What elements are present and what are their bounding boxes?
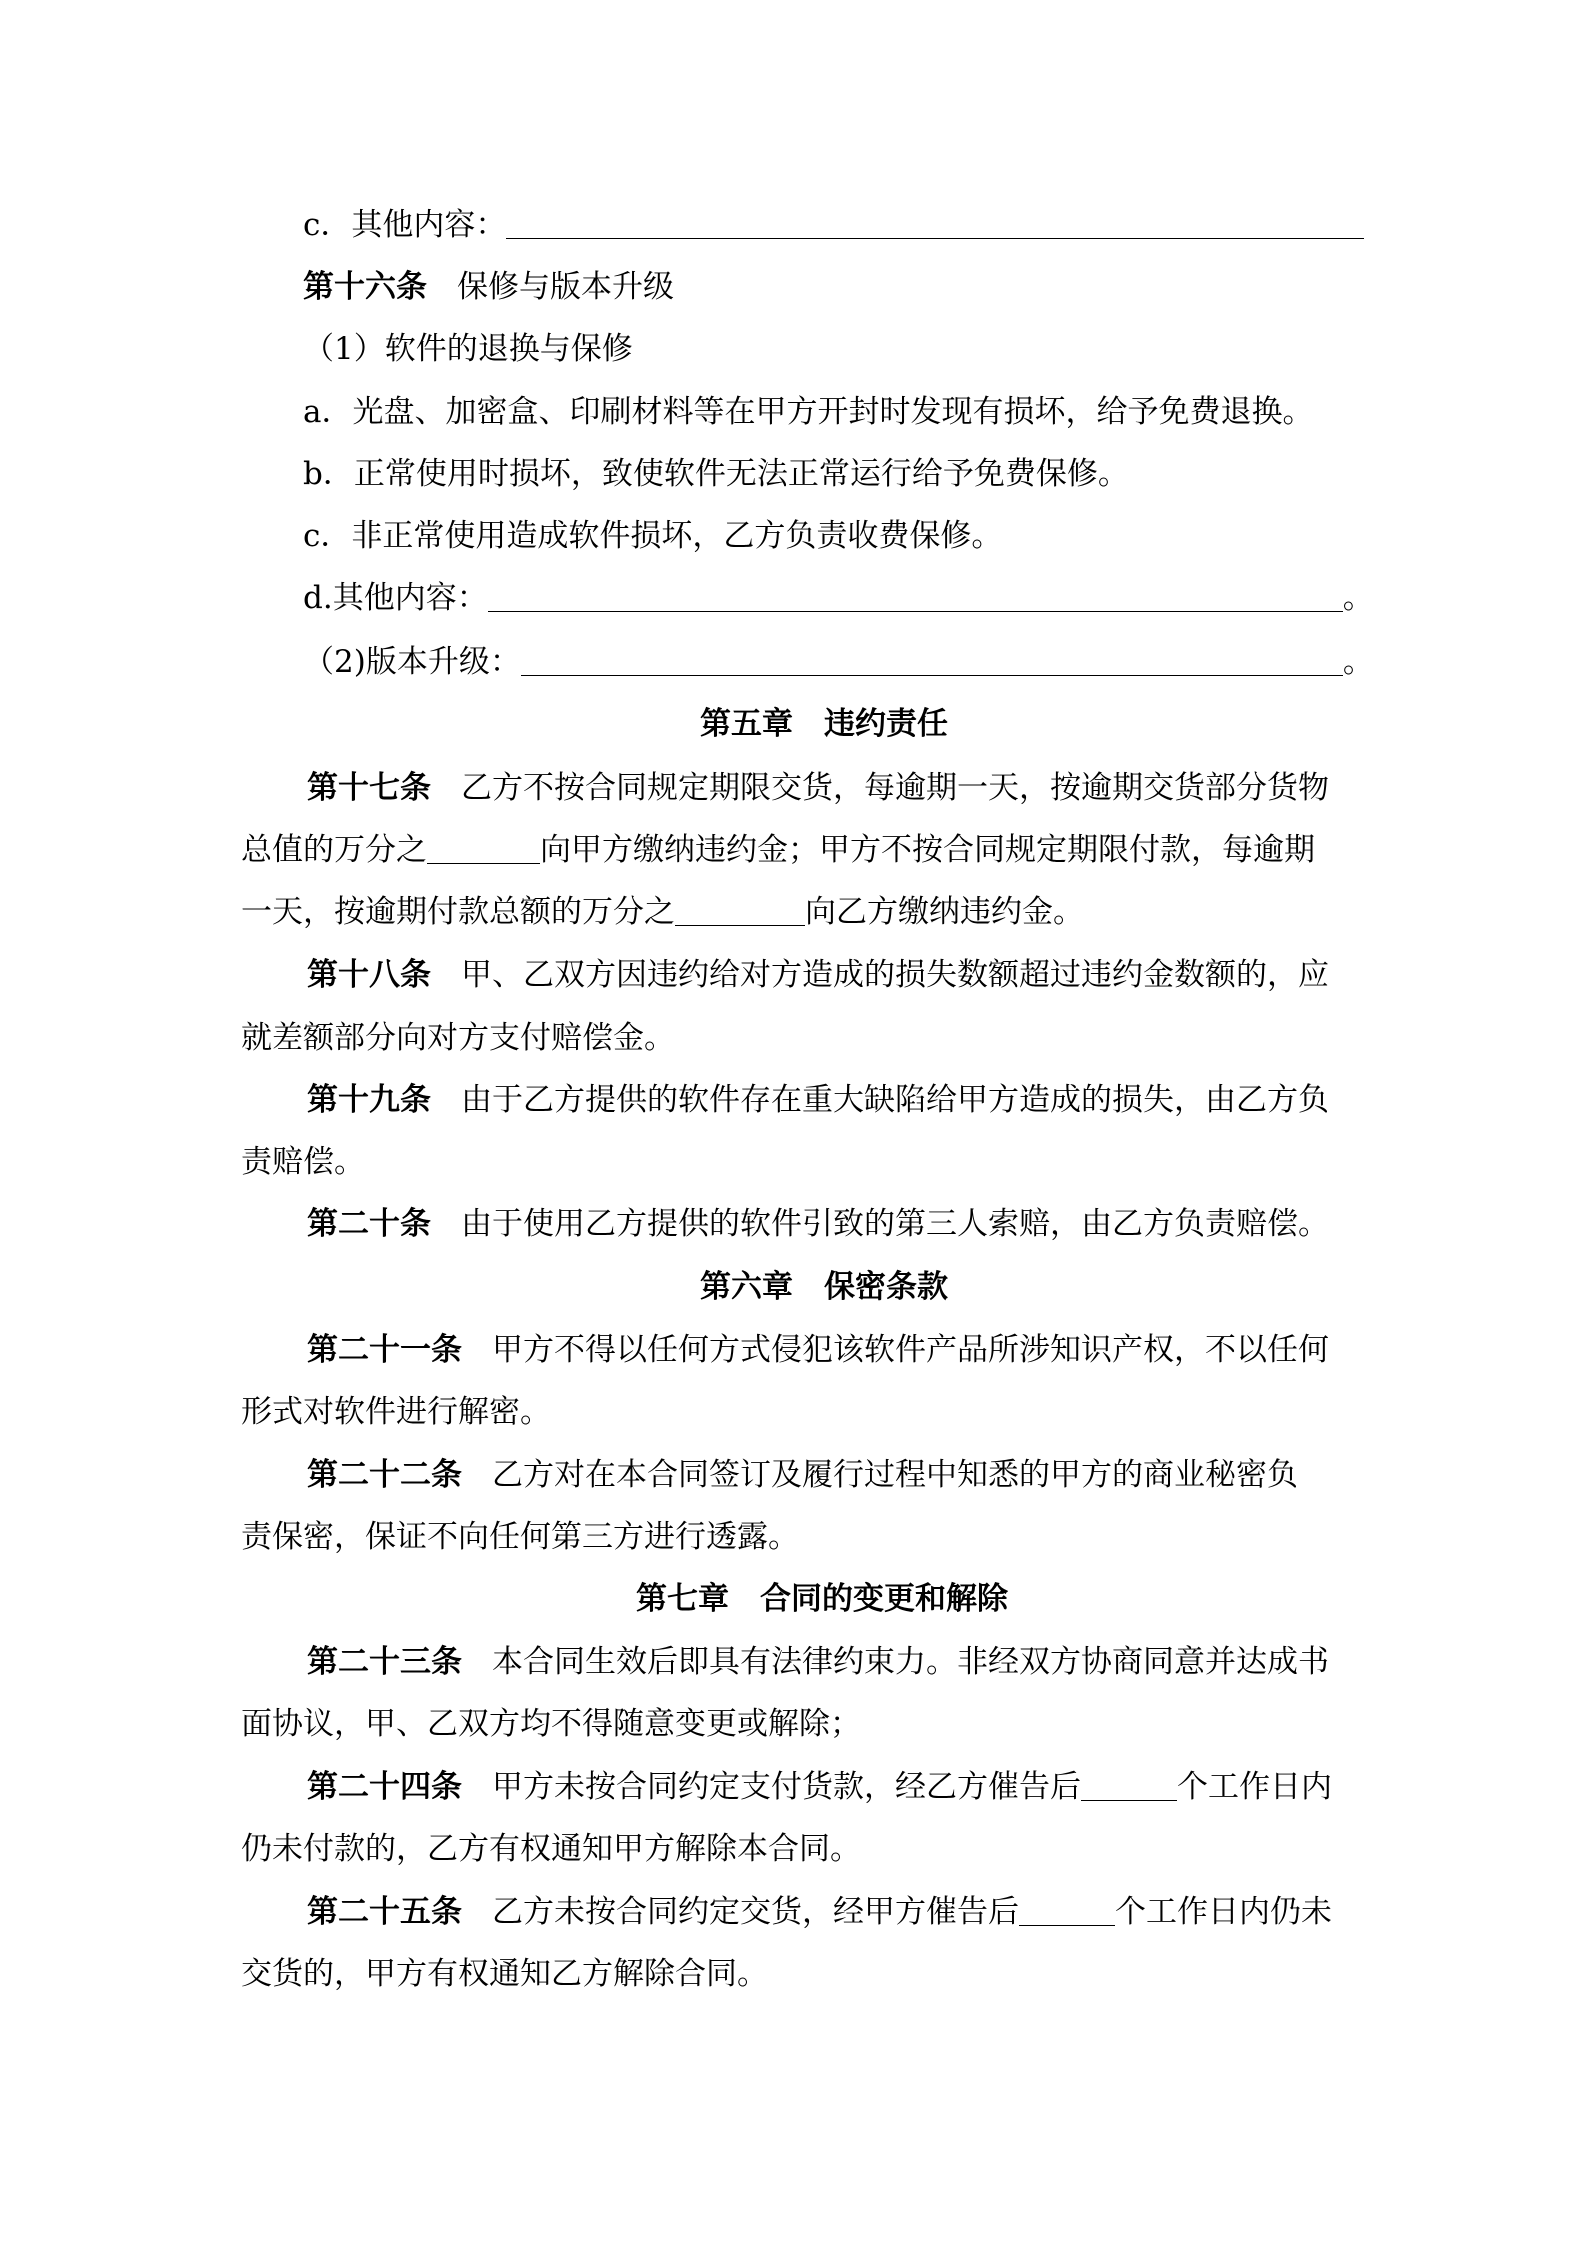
article-21-line-2: [241, 1390, 551, 1434]
article-23-line-2: [241, 1702, 861, 1746]
subsection-text: （2)版本升级：: [303, 644, 521, 680]
article-text: 甲、乙双方因违约给对方造成的损失数额超过违约金数额的，应: [461, 957, 1329, 993]
article-16-item-a: [303, 390, 1313, 434]
article-number: 第二十四条: [307, 1769, 462, 1805]
chapter-7-title: 第七章 合同的变更和解除: [636, 1581, 1008, 1617]
fill-blank[interactable]: [675, 895, 805, 926]
c-other-label: c．其他内容：: [303, 207, 507, 243]
article-text: 责保密，保证不向任何第三方进行透露。: [241, 1519, 799, 1555]
article-text: 形式对软件进行解密。: [241, 1394, 551, 1430]
end-mark: 。: [1342, 580, 1374, 616]
article-18-line-1: [307, 953, 1329, 997]
article-number: 第十六条: [303, 269, 427, 305]
article-25-line-1: [307, 1890, 1332, 1934]
article-number: 第二十三条: [307, 1644, 462, 1680]
article-text: 甲方未按合同约定支付货款，经乙方催告后: [492, 1769, 1081, 1805]
article-number: 第二十一条: [307, 1332, 462, 1368]
article-24-line-1: [307, 1765, 1332, 1809]
article-20-line-1: [307, 1202, 1329, 1246]
article-16-heading: [303, 265, 674, 309]
article-number: 第十七条: [307, 770, 431, 806]
chapter-6-title: 第六章 保密条款: [700, 1269, 948, 1305]
article-number: 第二十条: [307, 1206, 431, 1242]
fill-blank[interactable]: [506, 208, 1364, 239]
article-25-line-2: [241, 1952, 768, 1996]
article-text: 交货的，甲方有权通知乙方解除合同。: [241, 1956, 768, 1992]
chapter-5-title: 第五章 违约责任: [700, 706, 948, 742]
article-text: 乙方对在本合同签订及履行过程中知悉的甲方的商业秘密负: [492, 1457, 1298, 1493]
fill-blank[interactable]: [427, 833, 540, 864]
end-mark: 。: [1342, 644, 1374, 680]
article-title: 保修与版本升级: [457, 269, 674, 305]
article-text: 本合同生效后即具有法律约束力。非经双方协商同意并达成书: [492, 1644, 1329, 1680]
article-text: 向甲方缴纳违约金；甲方不按合同规定期限付款，每逾期: [540, 832, 1315, 868]
article-16-item-d: [303, 576, 1374, 620]
article-text: 由于乙方提供的软件存在重大缺陷给甲方造成的损失，由乙方负: [461, 1082, 1329, 1118]
article-text: 个工作日内仍未: [1115, 1894, 1332, 1930]
article-text: 面协议，甲、乙双方均不得随意变更或解除；: [241, 1706, 861, 1742]
fill-blank[interactable]: [521, 645, 1343, 676]
c-other-line: [303, 203, 1364, 247]
article-17-line-2: [241, 828, 1315, 872]
article-22-line-2: [241, 1515, 799, 1559]
article-16-item-b: [303, 452, 1129, 496]
article-text: 责赔偿。: [241, 1144, 365, 1180]
article-number: 第十八条: [307, 957, 431, 993]
article-text: 乙方不按合同规定期限交货，每逾期一天，按逾期交货部分货物: [461, 770, 1329, 806]
article-17-line-1: [307, 766, 1329, 810]
fill-blank[interactable]: [1081, 1770, 1177, 1801]
item-text: a．光盘、加密盒、印刷材料等在甲方开封时发现有损坏，给予免费退换。: [303, 394, 1314, 430]
fill-blank[interactable]: [488, 581, 1343, 612]
article-19-line-2: [241, 1140, 365, 1184]
article-16-sub2: [303, 640, 1374, 684]
article-22-line-1: [307, 1453, 1298, 1497]
article-text: 仍未付款的，乙方有权通知甲方解除本合同。: [241, 1831, 861, 1867]
article-number: 第二十五条: [307, 1894, 462, 1930]
article-text: 甲方不得以任何方式侵犯该软件产品所涉知识产权，不以任何: [492, 1332, 1329, 1368]
article-text: 个工作日内: [1177, 1769, 1332, 1805]
item-text: c．非正常使用造成软件损坏，乙方负责收费保修。: [303, 518, 1003, 554]
article-text: 就差额部分向对方支付赔偿金。: [241, 1020, 675, 1056]
fill-blank[interactable]: [1019, 1895, 1115, 1926]
item-text: b．正常使用时损坏，致使软件无法正常运行给予免费保修。: [303, 456, 1129, 492]
article-21-line-1: [307, 1328, 1329, 1372]
article-text: 一天，按逾期付款总额的万分之: [241, 894, 675, 930]
article-23-line-1: [307, 1640, 1329, 1684]
article-16-sub1: [303, 327, 633, 371]
article-text: 向乙方缴纳违约金。: [805, 894, 1084, 930]
article-17-line-3: [241, 890, 1084, 934]
article-19-line-1: [307, 1078, 1329, 1122]
article-16-item-c: [303, 514, 1002, 558]
article-number: 第二十二条: [307, 1457, 462, 1493]
article-text: 乙方未按合同约定交货，经甲方催告后: [492, 1894, 1019, 1930]
item-text: d.其他内容：: [303, 580, 488, 616]
subsection-text: （1）软件的退换与保修: [303, 331, 633, 367]
article-text: 总值的万分之: [241, 832, 427, 868]
article-18-line-2: [241, 1016, 675, 1060]
article-24-line-2: [241, 1827, 861, 1871]
article-number: 第十九条: [307, 1082, 431, 1118]
article-text: 由于使用乙方提供的软件引致的第三人索赔，由乙方负责赔偿。: [461, 1206, 1329, 1242]
